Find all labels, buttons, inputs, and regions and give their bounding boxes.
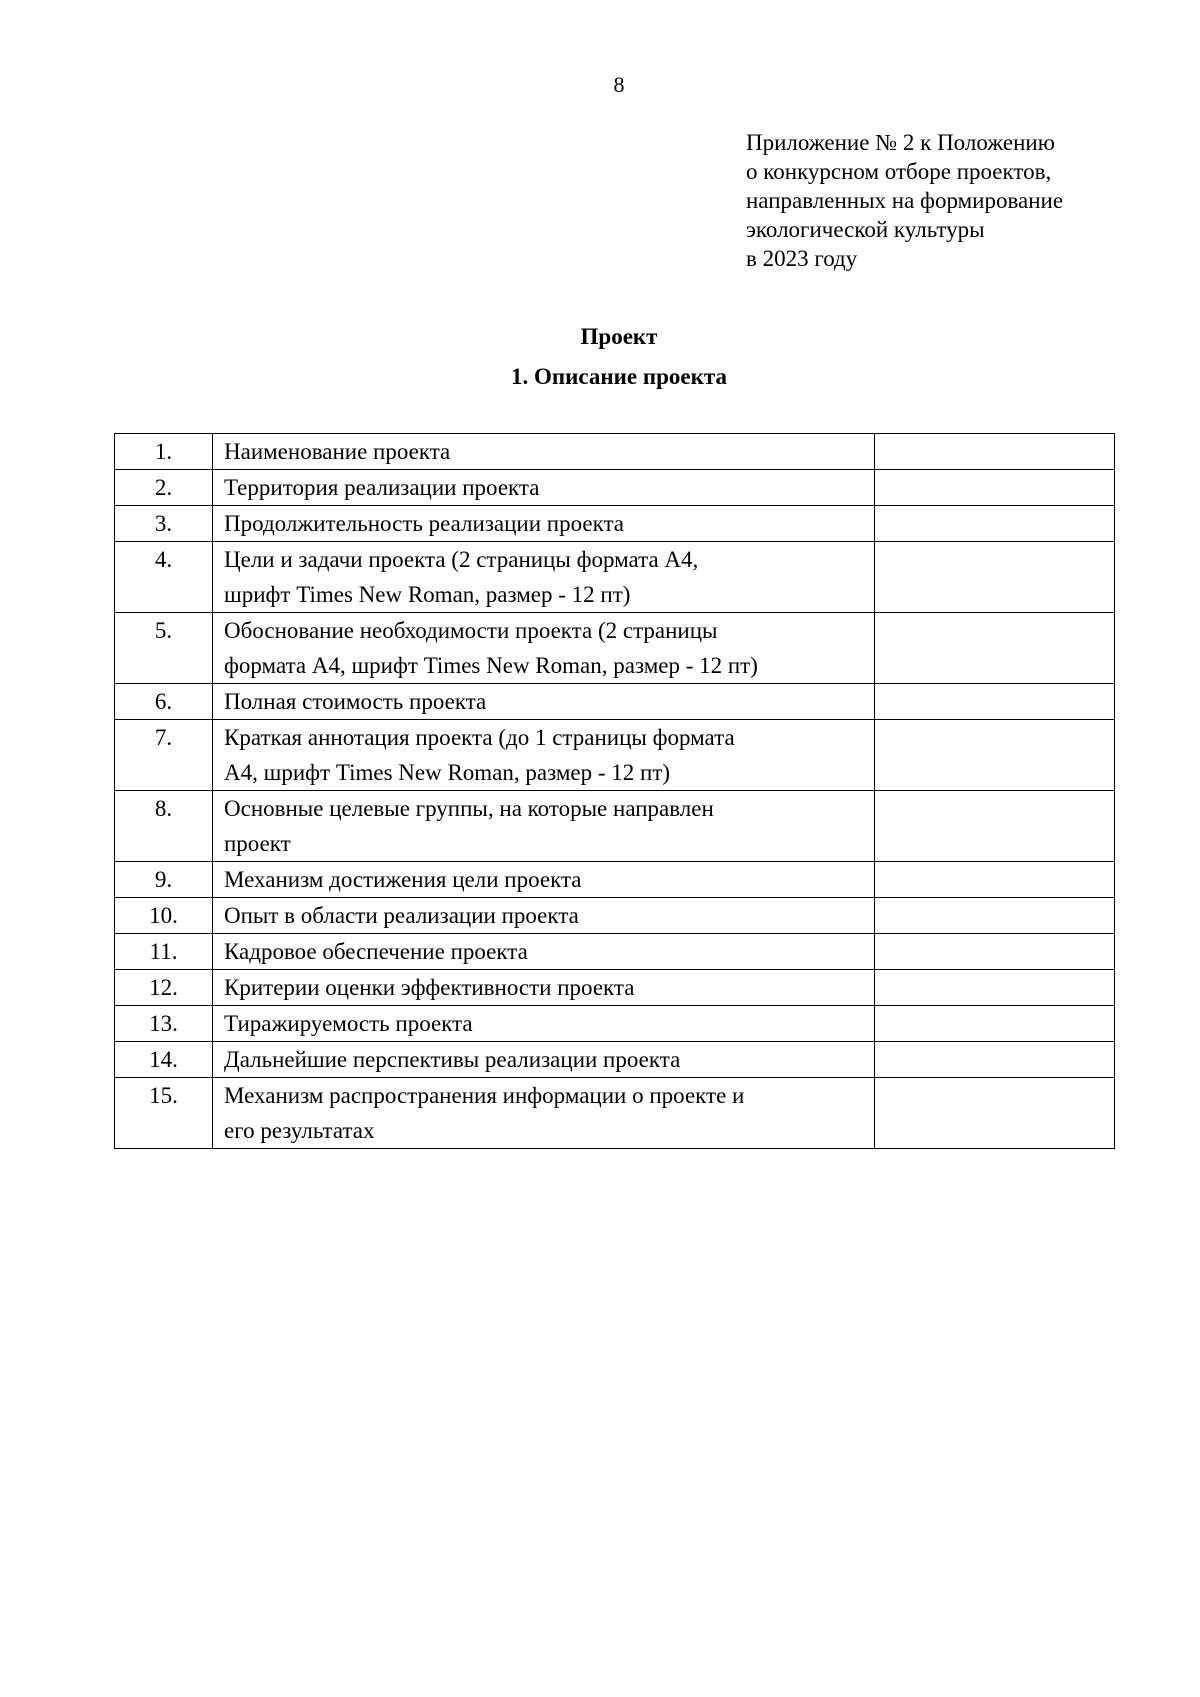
row-label-line: Цели и задачи проекта (2 страницы формата А4, [224,547,699,572]
row-number: 7. [115,720,213,791]
row-label [213,613,875,684]
row-value [875,791,1115,862]
row-value [875,1042,1115,1078]
row-label-line: Полная стоимость проекта [224,689,487,714]
row-label-line: Кадровое обеспечение проекта [224,939,528,964]
project-description-table [114,433,1115,1149]
row-label-line: проект [224,831,291,856]
appendix-note-line: Приложение № 2 к Положению [746,130,1055,155]
row-value [875,613,1115,684]
appendix-note-line: в 2023 году [746,246,858,271]
row-number: 14. [115,1042,213,1078]
row-number: 3. [115,506,213,542]
appendix-note-line: экологической культуры [746,217,985,242]
appendix-note-line: о конкурсном отборе проектов, [746,159,1052,184]
row-number: 5. [115,613,213,684]
appendix-note [746,128,1063,273]
row-value [875,1078,1115,1149]
section-title: 1. Описание проекта [511,364,727,389]
row-number: 9. [115,862,213,898]
table-row [115,720,1115,791]
row-label-line: его результатах [224,1118,375,1143]
row-value [875,434,1115,470]
table-row [115,542,1115,613]
table-row [115,862,1115,898]
row-label [213,470,875,506]
row-value [875,506,1115,542]
row-number: 15. [115,1078,213,1149]
table-row [115,613,1115,684]
row-label-line: Опыт в области реализации проекта [224,903,579,928]
row-label [213,506,875,542]
row-number: 2. [115,470,213,506]
document-title: Проект [580,324,658,349]
table-row [115,506,1115,542]
row-label [213,898,875,934]
row-number: 4. [115,542,213,613]
row-label [213,862,875,898]
row-value [875,934,1115,970]
row-label [213,542,875,613]
table-row [115,1078,1115,1149]
row-label-line: Механизм распространения информации о проекте и [224,1083,745,1108]
row-label [213,720,875,791]
row-label [213,1042,875,1078]
table-row [115,970,1115,1006]
row-label-line: шрифт Times New Roman, размер - 12 пт) [224,582,631,607]
row-value [875,684,1115,720]
row-number: 11. [115,934,213,970]
row-label-line: Обоснование необходимости проекта (2 страницы [224,618,718,643]
appendix-note-line: направленных на формирование [746,188,1064,213]
row-number: 10. [115,898,213,934]
row-label [213,1078,875,1149]
row-value [875,970,1115,1006]
row-value [875,720,1115,791]
page-number: 8 [613,72,625,97]
row-label [213,434,875,470]
row-label-line: Краткая аннотация проекта (до 1 страницы формата [224,725,735,750]
row-label-line: Дальнейшие перспективы реализации проекта [224,1047,681,1072]
table-row [115,1042,1115,1078]
row-number: 12. [115,970,213,1006]
row-number: 1. [115,434,213,470]
row-label-line: А4, шрифт Times New Roman, размер - 12 пт) [224,760,671,785]
row-label-line: Критерии оценки эффективности проекта [224,975,635,1000]
table-row [115,934,1115,970]
row-label-line: Тиражируемость проекта [224,1011,473,1036]
row-value [875,862,1115,898]
row-label-line: Наименование проекта [224,439,451,464]
row-value [875,470,1115,506]
table-row [115,434,1115,470]
row-label-line: Продолжительность реализации проекта [224,511,624,536]
row-label-line: формата А4, шрифт Times New Roman, размер - 12 пт) [224,653,758,678]
table-row [115,791,1115,862]
row-number: 6. [115,684,213,720]
row-label-line: Основные целевые группы, на которые направлен [224,796,714,821]
row-number: 13. [115,1006,213,1042]
table-row [115,898,1115,934]
table-row [115,470,1115,506]
row-label-line: Территория реализации проекта [224,475,540,500]
row-label [213,1006,875,1042]
table-row [115,684,1115,720]
row-label [213,684,875,720]
row-value [875,542,1115,613]
row-number: 8. [115,791,213,862]
row-label-line: Механизм достижения цели проекта [224,867,582,892]
row-value [875,898,1115,934]
table-row [115,1006,1115,1042]
row-value [875,1006,1115,1042]
row-label [213,791,875,862]
row-label [213,970,875,1006]
row-label [213,934,875,970]
